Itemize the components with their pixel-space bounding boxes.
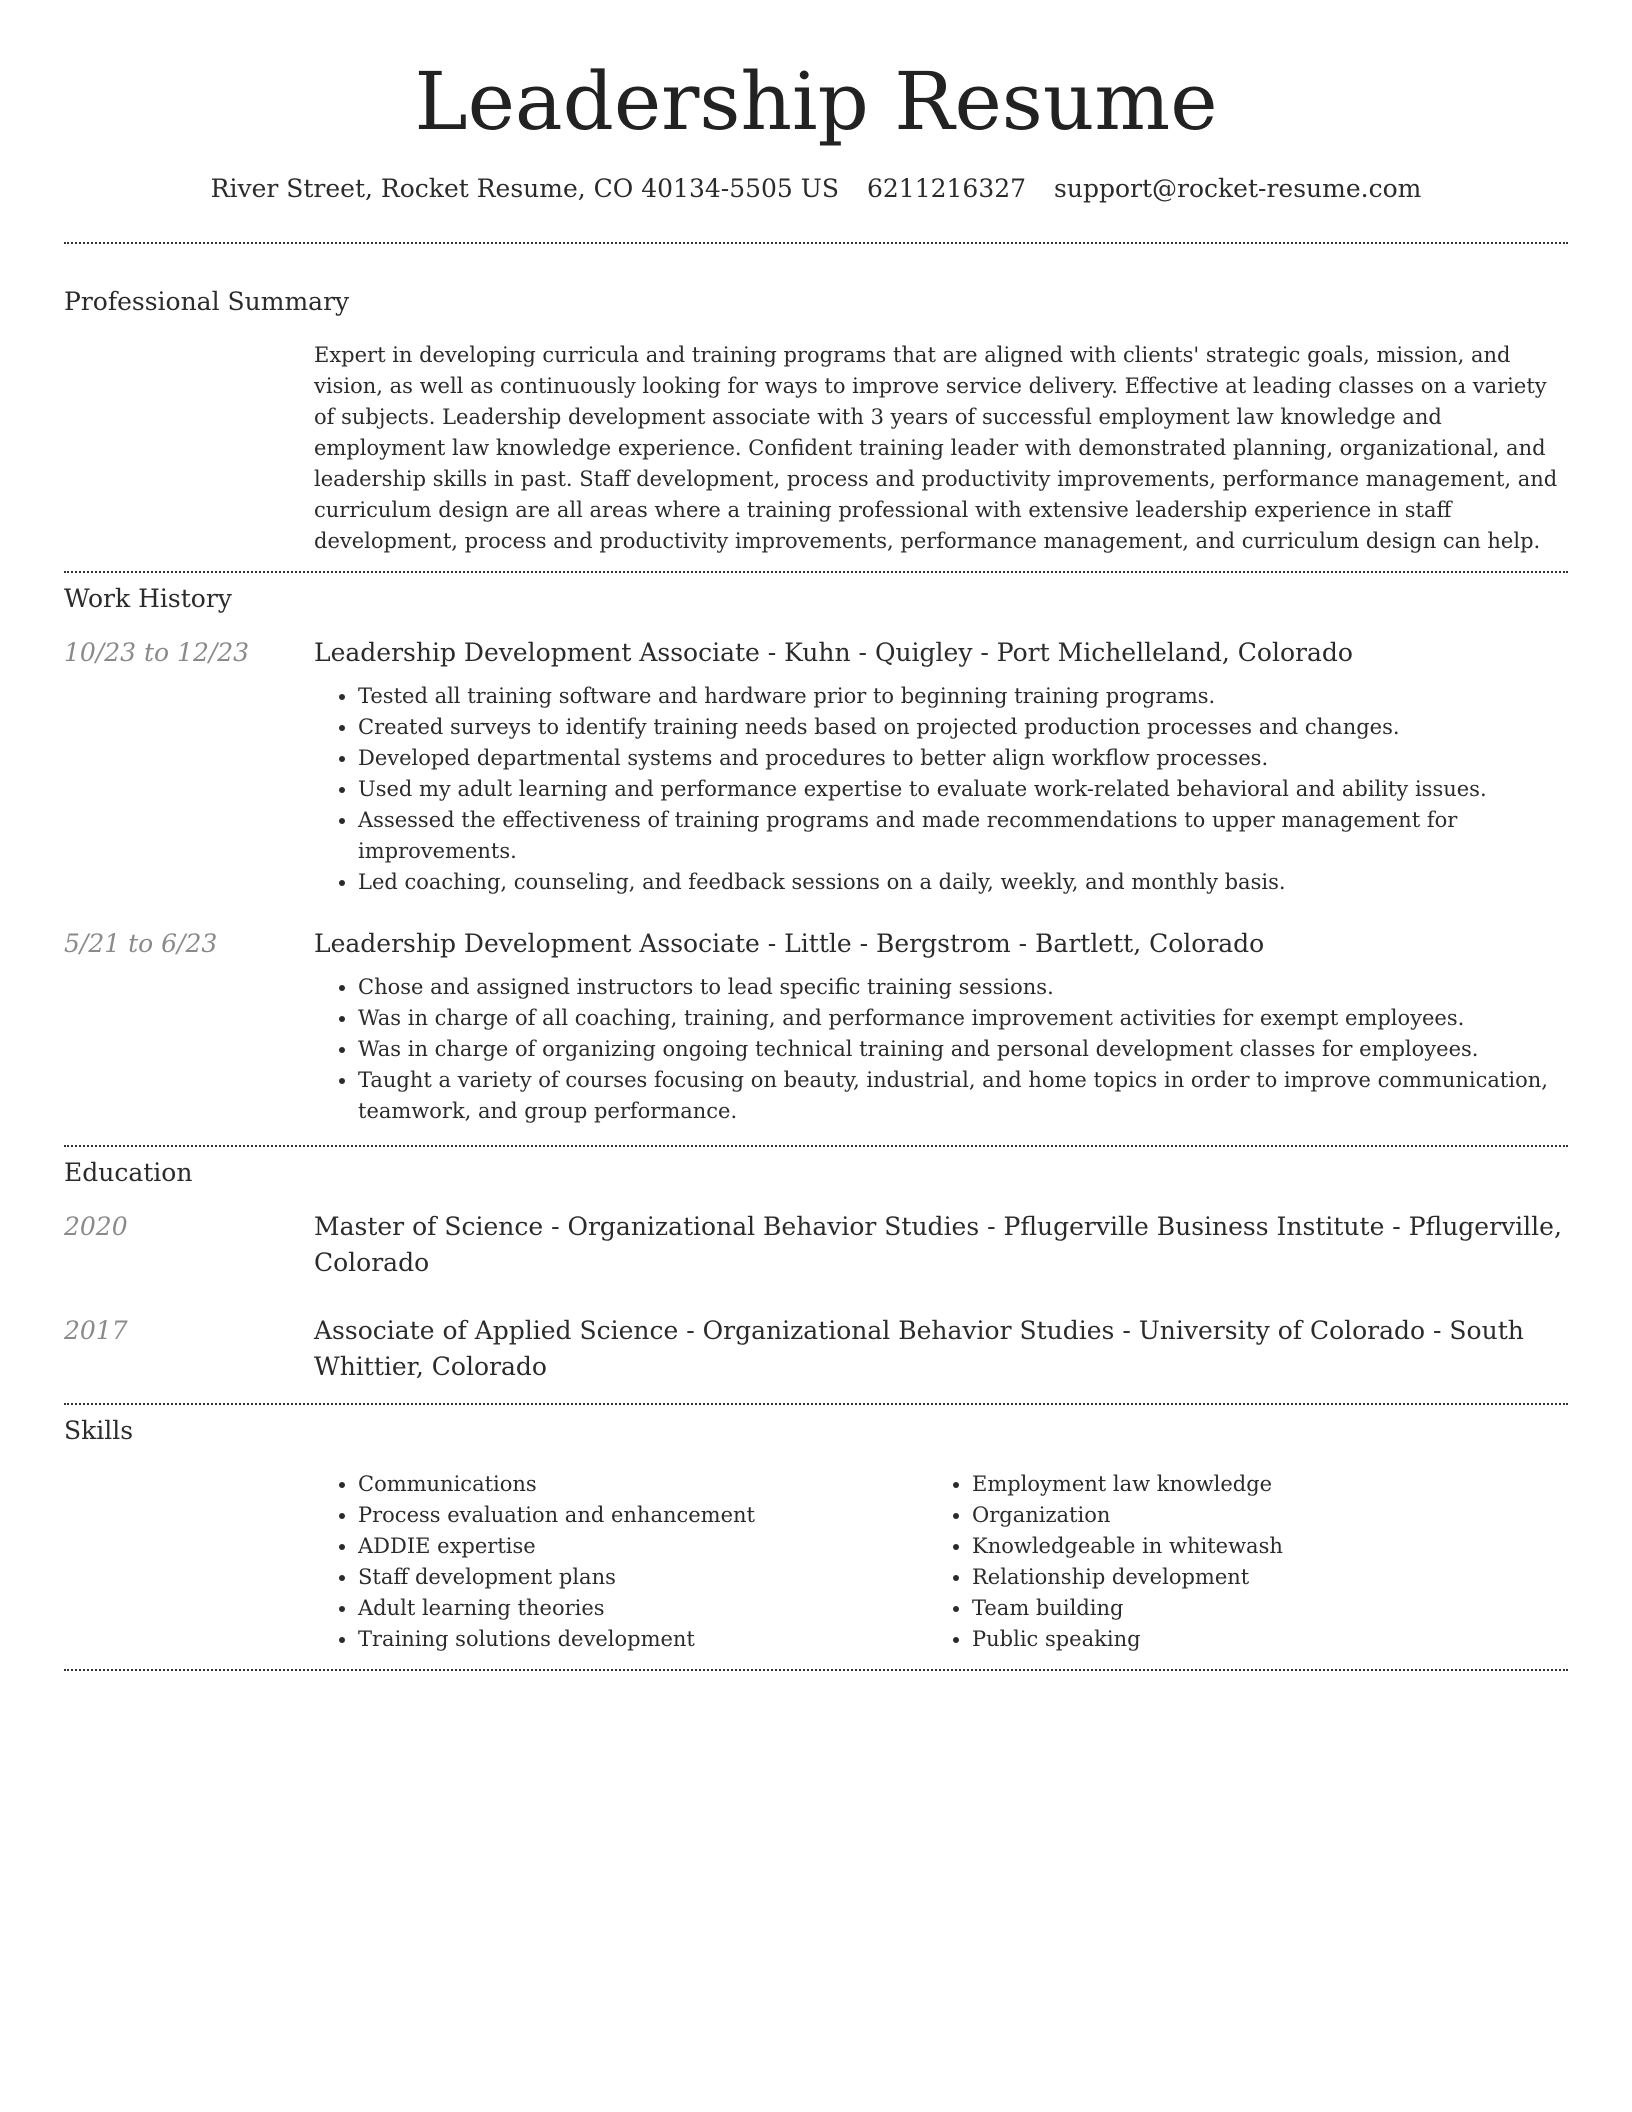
skills-list-left — [314, 1469, 928, 1655]
job-entry — [64, 926, 1568, 1127]
job-dates: 10/23 to 12/23 — [64, 638, 250, 667]
job-bullet: • Was in charge of organizing ongoing technical training and personal development classes for employees. — [358, 1034, 1568, 1065]
work-section-title: Work History — [64, 584, 232, 613]
job-title: Leadership Development Associate - Kuhn - Quigley - Port Michelleland, Colorado — [314, 638, 1353, 667]
skill-item: • Process evaluation and enhancement — [358, 1500, 928, 1531]
contact-phone: 6211216327 — [866, 174, 1027, 203]
job-bullet: • Chose and assigned instructors to lead specific training sessions. — [358, 972, 1568, 1003]
skill-item: • Adult learning theories — [358, 1593, 928, 1624]
job-bullet: • Created surveys to identify training needs based on projected production processes and changes. — [358, 712, 1568, 743]
job-bullet: • Tested all training software and hardware prior to beginning training programs. — [358, 681, 1568, 712]
job-bullets — [314, 681, 1568, 898]
resume-name: Leadership Resume — [414, 55, 1218, 148]
skill-item: • Team building — [972, 1593, 1542, 1624]
education-degree: Master of Science - Organizational Behavior Studies — [314, 1212, 980, 1241]
education-school: - University of Colorado - South Whittier, Colorado — [314, 1316, 1524, 1381]
skill-item: • Relationship development — [972, 1562, 1542, 1593]
job-bullets — [314, 972, 1568, 1127]
skills-list-right — [928, 1469, 1542, 1655]
job-entry — [64, 635, 1568, 898]
job-dates: 5/21 to 6/23 — [64, 929, 218, 958]
job-bullet: • Assessed the effectiveness of training programs and made recommendations to upper management for improvements. — [358, 805, 1568, 867]
skill-item: • Communications — [358, 1469, 928, 1500]
contact-email: support@rocket-resume.com — [1054, 174, 1422, 203]
summary-row — [64, 340, 1568, 557]
work-divider — [64, 1145, 1568, 1147]
education-divider — [64, 1403, 1568, 1405]
summary-divider — [64, 571, 1568, 573]
contact-address: River Street, Rocket Resume, CO 40134-5505 US — [210, 174, 839, 203]
summary-left-spacer — [64, 340, 314, 557]
job-bullet: • Taught a variety of courses focusing on beauty, industrial, and home topics in order to improve communication, teamwork, and group performance. — [358, 1065, 1568, 1127]
education-section-title: Education — [64, 1158, 193, 1187]
summary-section-title: Professional Summary — [64, 287, 350, 316]
skill-item: • ADDIE expertise — [358, 1531, 928, 1562]
job-bullet: • Was in charge of all coaching, training, and performance improvement activities for exempt employees. — [358, 1003, 1568, 1034]
header-divider — [64, 242, 1568, 244]
skill-item: • Employment law knowledge — [972, 1469, 1542, 1500]
education-year: 2017 — [64, 1316, 128, 1345]
job-bullet: • Developed departmental systems and procedures to better align workflow processes. — [358, 743, 1568, 774]
education-title — [314, 1209, 1568, 1281]
skill-item: • Training solutions development — [358, 1624, 928, 1655]
education-year: 2020 — [64, 1212, 128, 1241]
education-title — [314, 1313, 1568, 1385]
skill-item: • Public speaking — [972, 1624, 1542, 1655]
education-entry — [64, 1209, 1568, 1281]
skills-left-spacer — [64, 1469, 314, 1655]
skills-section-title: Skills — [64, 1416, 134, 1445]
skill-item: • Staff development plans — [358, 1562, 928, 1593]
skills-row — [64, 1469, 1568, 1655]
job-bullet: • Used my adult learning and performance expertise to evaluate work-related behavioral and ability issues. — [358, 774, 1568, 805]
skills-divider — [64, 1669, 1568, 1671]
skill-item: • Organization — [972, 1500, 1542, 1531]
job-bullet: • Led coaching, counseling, and feedback sessions on a daily, weekly, and monthly basis. — [358, 867, 1568, 898]
education-entry — [64, 1313, 1568, 1385]
job-title: Leadership Development Associate - Little - Bergstrom - Bartlett, Colorado — [314, 929, 1265, 958]
skill-item: • Knowledgeable in whitewash — [972, 1531, 1542, 1562]
contact-line — [64, 172, 1568, 206]
summary-text: Expert in developing curricula and training programs that are aligned with clients' strategic goals, mission, and vision, as well as continuously looking for ways to improve service delivery. Effective at leading classes on a variety of subjects. Leadership development associate with 3 years of successful employment law knowledge and employment law knowledge experience. Confident training leader with demonstrated planning, organizational, and leadership skills in past. Staff development, process and productivity improvements, performance management, and curriculum design are all areas where a training professional with extensive leadership experience in staff development, process and productivity improvements, performance management, and curriculum design can help. — [314, 343, 1558, 553]
education-degree: Associate of Applied Science - Organizational Behavior Studies — [314, 1316, 1115, 1345]
education-school: - Pflugerville Business Institute - Pflugerville, Colorado — [314, 1212, 1562, 1277]
